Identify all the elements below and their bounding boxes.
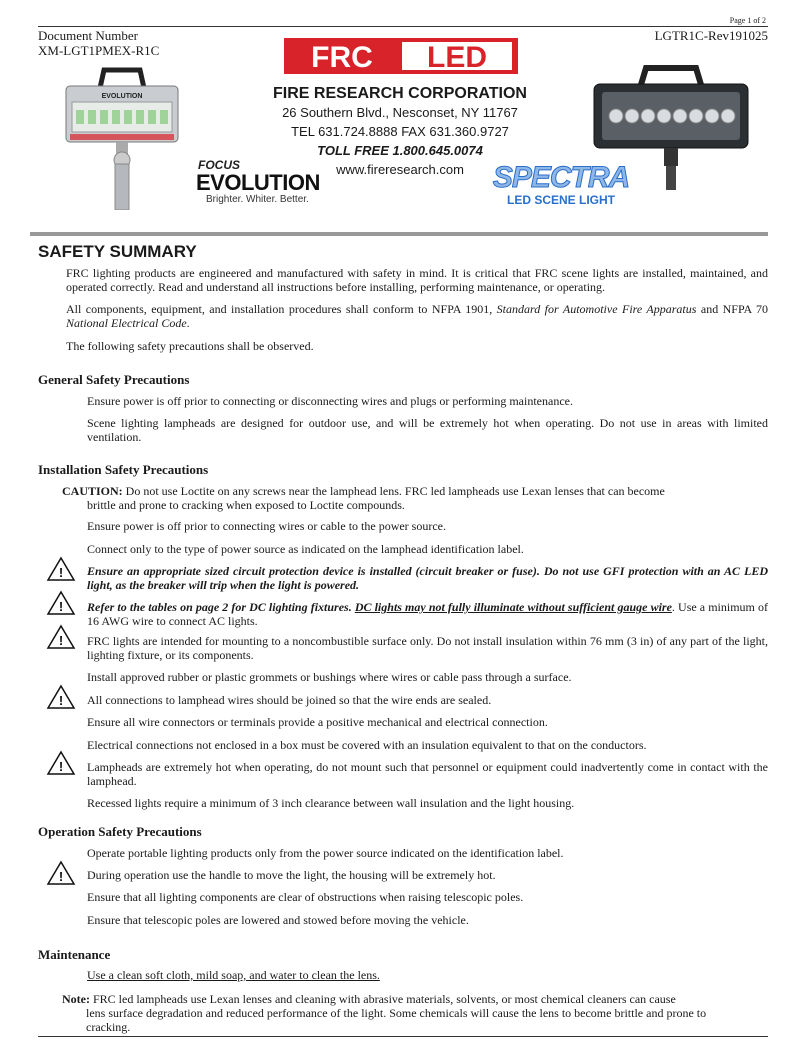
note-text: FRC led lampheads use Lexan lenses and cleaning with abrasive materials, solvents, or most chemical cleaners can cause <box>89 992 676 1006</box>
installation-title: Installation Safety Precautions <box>38 462 209 477</box>
focus-label: FOCUS <box>198 158 240 172</box>
installation-p9: Electrical connections not enclosed in a box must be covered with an insulation equivalent to that on the conductors. <box>87 738 647 752</box>
p4-bold-text: Refer to the tables on page 2 for DC lighting fixtures. <box>87 600 352 614</box>
page-number: Page 1 of 2 <box>729 16 766 25</box>
intro2-text-e: . <box>186 316 190 330</box>
caution-text-2: brittle and prone to cracking when exposed to Loctite compounds. <box>87 498 405 512</box>
intro2-text-a: All components, equipment, and installation procedures shall conform to NFPA 1901, <box>66 302 497 316</box>
document-number: XM-LGT1PMEX-R1C <box>38 43 160 58</box>
p4-text: . Use a minimum of 16 AWG wire to connect AC lights. <box>87 600 768 628</box>
installation-p3: Ensure an appropriate sized circuit protection device is installed (circuit breaker or fuse). Do not use GFI protection with an AC LED light, as the breaker will trip when the light is powered. <box>87 564 768 592</box>
safety-intro-3: The following safety precautions shall be observed. <box>66 339 314 353</box>
safety-intro-1: FRC lighting products are engineered and manufactured with safety in mind. It is critical that FRC scene lights are installed, maintained, and operated correctly. Read and understand all instructions before installing, performing maintenance, or operating. <box>66 266 768 294</box>
installation-p7: All connections to lamphead wires should be joined so that the wire ends are sealed. <box>87 693 492 707</box>
header-rule <box>38 26 768 27</box>
general-title: General Safety Precautions <box>38 372 190 387</box>
footer-rule <box>38 1036 768 1037</box>
safety-summary-title: SAFETY SUMMARY <box>38 242 197 261</box>
svg-text:!: ! <box>58 759 64 774</box>
intro2-text-c: and NFPA 70 <box>696 302 768 316</box>
company-name: FIRE RESEARCH CORPORATION <box>273 85 527 102</box>
installation-p10: Lampheads are extremely hot when operating, do not mount such that personnel or equipment could inadvertently come in contact with the lamphead. <box>87 760 768 788</box>
operation-p1: Operate portable lighting products only from the power source indicated on the identification label. <box>87 846 564 860</box>
company-address: 26 Southern Blvd., Nesconset, NY 11767 <box>282 105 518 120</box>
p4-underlined-text: DC lights may not fully illuminate without sufficient gauge wire <box>354 600 672 614</box>
warning-icon <box>46 750 76 776</box>
frc-led-logo <box>284 38 518 74</box>
spectra-logo <box>488 163 634 211</box>
svg-text:!: ! <box>58 565 64 580</box>
svg-text:!: ! <box>58 869 64 884</box>
installation-p11: Recessed lights require a minimum of 3 inch clearance between wall insulation and the light housing. <box>87 796 575 810</box>
intro2-standard: Standard for Automotive Fire Apparatus <box>496 302 697 316</box>
safety-intro-2 <box>66 302 768 330</box>
logo-frc-text: FRC <box>311 41 373 74</box>
note-text-2: lens surface degradation and reduced performance of the light. Some chemicals will cause the lens to become brittle and prone to cracking. <box>86 1006 707 1034</box>
operation-p2: During operation use the handle to move the light, the housing will be extremely hot. <box>87 868 496 882</box>
maintenance-title: Maintenance <box>38 947 111 962</box>
warning-icon <box>46 624 76 650</box>
installation-p8: Ensure all wire connectors or terminals provide a positive mechanical and electrical connection. <box>87 715 548 729</box>
section-divider <box>30 232 768 236</box>
note-label: Note: <box>62 992 90 1006</box>
general-p1: Ensure power is off prior to connecting or disconnecting wires and plugs or performing maintenance. <box>87 394 573 408</box>
focus-evolution-logo <box>196 158 336 210</box>
caution-text: Do not use Loctite on any screws near the lamphead lens. FRC led lampheads use Lexan lenses that can become <box>122 484 665 498</box>
svg-text:!: ! <box>58 693 64 708</box>
installation-p1: Ensure power is off prior to connecting wires or cable to the power source. <box>87 519 446 533</box>
evolution-label: EVOLUTION <box>196 170 320 195</box>
warning-icon <box>46 860 76 886</box>
maintenance-note <box>62 992 768 1034</box>
warning-icon <box>46 556 76 582</box>
warning-icon <box>46 590 76 616</box>
spectra-sublabel: LED SCENE LIGHT <box>506 193 615 207</box>
operation-p3: Ensure that all lighting components are clear of obstructions when raising telescopic poles. <box>87 890 524 904</box>
lamp-brand-label: EVOLUTION <box>101 93 143 100</box>
general-p2: Scene lighting lampheads are designed for outdoor use, and will be extremely hot when operating. Do not use in areas with limited ventilation. <box>87 416 768 444</box>
company-website: www.fireresearch.com <box>336 162 464 177</box>
company-phone: TEL 631.724.8888 FAX 631.360.9727 <box>291 124 509 139</box>
document-number-block <box>38 28 159 58</box>
evolution-lamp-image <box>62 60 182 210</box>
svg-text:!: ! <box>58 599 64 614</box>
revision-number: LGTR1C-Rev191025 <box>654 28 768 43</box>
maintenance-p1: Use a clean soft cloth, mild soap, and water to clean the lens. <box>87 968 380 982</box>
spectra-label: SPECTRA <box>492 161 630 194</box>
company-tollfree: TOLL FREE 1.800.645.0074 <box>317 143 483 158</box>
logo-led-text: LED <box>427 41 487 74</box>
evolution-tagline: Brighter. Whiter. Better. <box>206 194 309 205</box>
intro2-code: National Electrical Code <box>66 316 187 330</box>
warning-icon <box>46 684 76 710</box>
installation-caution <box>62 484 768 512</box>
installation-p4 <box>87 600 768 628</box>
operation-p4: Ensure that telescopic poles are lowered and stowed before moving the vehicle. <box>87 913 469 927</box>
document-number-label: Document Number <box>38 28 139 43</box>
caution-label: CAUTION: <box>62 484 123 498</box>
svg-text:!: ! <box>58 633 64 648</box>
installation-p6: Install approved rubber or plastic grommets or bushings where wires or cable pass through a surface. <box>87 670 572 684</box>
installation-p5: FRC lights are intended for mounting to a noncombustible surface only. Do not install insulation within 76 mm (3 in) of any part of the light, lighting fixture, or its components. <box>87 634 768 662</box>
operation-title: Operation Safety Precautions <box>38 824 202 839</box>
installation-p2: Connect only to the type of power source as indicated on the lamphead identification label. <box>87 542 524 556</box>
